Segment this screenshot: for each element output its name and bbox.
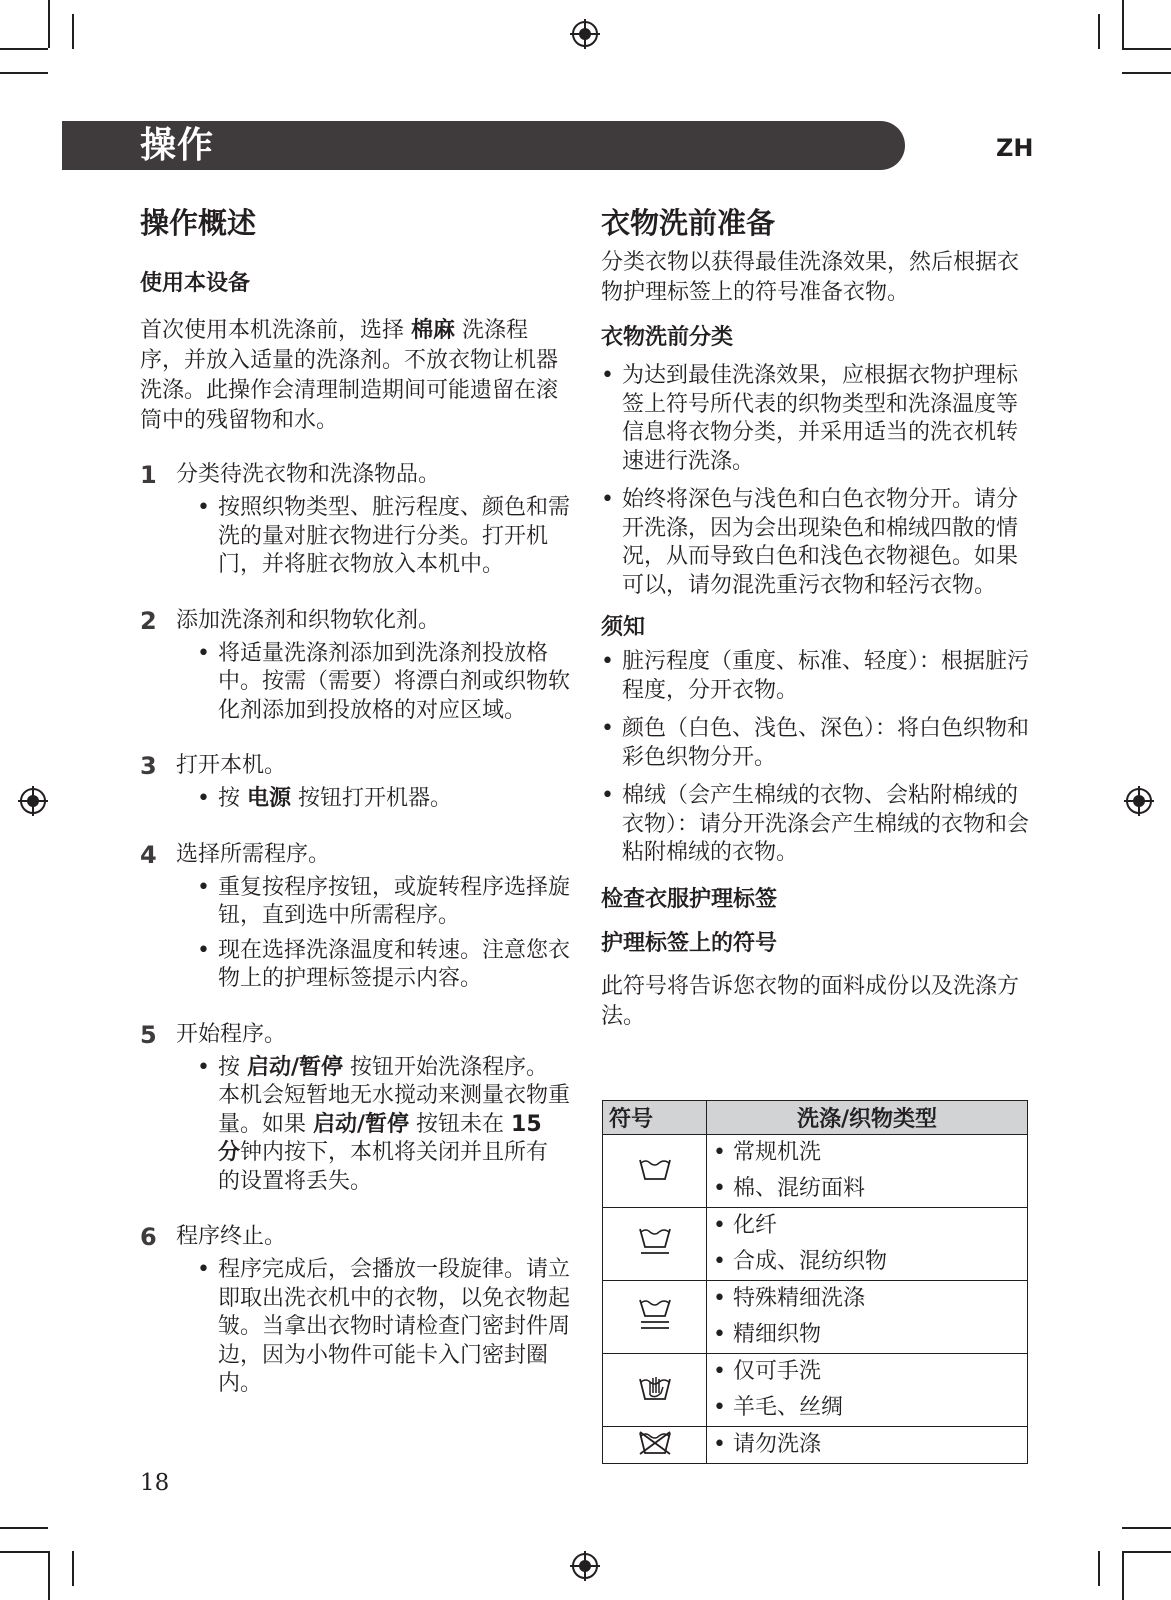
- section-title: 操作: [140, 125, 215, 166]
- subheading-check-care-label: 检查衣服护理标签: [601, 886, 778, 912]
- step-title: 添加洗涤剂和织物软化剂。: [176, 607, 441, 633]
- registration-mark-icon: [570, 19, 600, 49]
- step-6: [140, 1222, 570, 1399]
- step-title: 打开本机。: [176, 753, 287, 778]
- page-number: 18: [140, 1470, 170, 1496]
- step-bullet: • 重复按程序按钮，或旋转程序选择旋钮，直到选中所需程序。: [197, 874, 570, 931]
- wash-tub-icon: [637, 1155, 673, 1183]
- step-bullet: • 程序完成后，会播放一段旋律。请立即取出洗衣机中的衣物，以免衣物起皱。当拿出衣物时请检查门密封件周边，因为小物件可能卡入门密封圈内。: [197, 1256, 570, 1399]
- step-bullet: • 将适量洗涤剂添加到洗涤剂投放格中。按需（需要）将漂白剂或织物软化剂添加到投放格的对应区域。: [197, 640, 570, 726]
- left-column: [140, 200, 570, 1399]
- step-number: 3: [140, 752, 157, 780]
- step-4: [140, 840, 570, 994]
- crop-mark: [1122, 72, 1171, 74]
- crop-mark: [0, 1527, 48, 1529]
- symbol-cell: [603, 1208, 707, 1281]
- hand-wash-icon: [637, 1373, 673, 1403]
- notice-bullet: • 颜色（白色、浅色、深色）：将白色织物和彩色织物分开。: [601, 715, 1029, 772]
- sort-bullet: • 始终将深色与浅色和白色衣物分开。请分开洗涤，因为会出现染色和棉绒四散的情况，从而导致白色和浅色衣物褪色。如果可以，请勿混洗重污衣物和轻污衣物。: [601, 486, 1029, 600]
- crop-mark: [1122, 1551, 1171, 1553]
- step-bullet: • 按 电源 按钮打开机器。: [197, 785, 570, 814]
- column-header-wash-type: 洗涤/织物类型: [707, 1101, 1028, 1135]
- step-number: 2: [140, 606, 157, 635]
- wash-type-cell: • 仅可手洗 • 羊毛、丝绸: [707, 1354, 1028, 1427]
- wash-tub-two-bars-icon: [637, 1297, 673, 1333]
- step-number: 5: [140, 1020, 157, 1049]
- step-2: [140, 606, 570, 726]
- subheading-use-device: 使用本设备: [140, 271, 251, 296]
- step-number: 6: [140, 1223, 157, 1251]
- step-title: 选择所需程序。: [176, 841, 331, 867]
- registration-mark-icon: [1124, 786, 1154, 816]
- step-title: 开始程序。: [176, 1021, 287, 1047]
- wash-type-cell: • 请勿洗涤: [707, 1427, 1028, 1464]
- sort-bullet: • 为达到最佳洗涤效果，应根据衣物护理标签上符号所代表的织物类型和洗涤温度等信息将衣物分类，并采用适当的洗衣机转速进行洗涤。: [601, 362, 1029, 476]
- crop-mark: [1098, 1551, 1100, 1586]
- registration-mark-icon: [570, 1551, 600, 1581]
- step-number: 4: [140, 840, 157, 869]
- table-row: [603, 1354, 1028, 1427]
- table-row: [603, 1135, 1028, 1208]
- step-title: 程序终止。: [176, 1224, 287, 1249]
- subheading-care-label-symbols: 护理标签上的符号: [601, 930, 778, 956]
- crop-mark: [1122, 1527, 1171, 1529]
- prep-intro: 分类衣物以获得最佳洗涤效果，然后根据衣物护理标签上的符号准备衣物。: [601, 250, 1020, 305]
- column-header-symbol: 符号: [603, 1101, 707, 1135]
- intro-paragraph: 首次使用本机洗涤前，选择 棉麻 洗涤程序，并放入适量的洗涤剂。不放衣物让机器洗涤。此操作会清理制造期间可能遗留在滚筒中的残留物和水。: [140, 318, 559, 433]
- crop-mark: [72, 1551, 74, 1586]
- crop-mark: [0, 1551, 48, 1553]
- notice-bullet: • 脏污程度（重度、标准、轻度）：根据脏污程度，分开衣物。: [601, 648, 1029, 705]
- heading-laundry-preparation: 衣物洗前准备: [601, 206, 776, 240]
- crop-mark: [48, 1551, 50, 1600]
- wash-type-cell: • 化纤 • 合成、混纺织物: [707, 1208, 1028, 1281]
- step-number: 1: [140, 461, 157, 489]
- do-not-wash-icon: [637, 1430, 673, 1456]
- wash-tub-one-bar-icon: [637, 1226, 673, 1258]
- subheading-sort-laundry: 衣物洗前分类: [601, 325, 734, 350]
- symbol-cell: [603, 1135, 707, 1208]
- notice-bullet: • 棉绒（会产生棉绒的衣物、会粘附棉绒的衣物）：请分开洗涤会产生棉绒的衣物和会粘附棉绒的衣物。: [601, 782, 1029, 868]
- table-row: [603, 1427, 1028, 1464]
- step-bullet: • 按照织物类型、脏污程度、颜色和需洗的量对脏衣物进行分类。打开机门，并将脏衣物放入本机中。: [197, 494, 570, 580]
- crop-mark: [0, 48, 48, 50]
- crop-mark: [1122, 1551, 1124, 1600]
- crop-mark: [1122, 48, 1171, 50]
- table-header-row: [603, 1101, 1028, 1135]
- registration-mark-icon: [18, 786, 48, 816]
- symbol-cell: [603, 1354, 707, 1427]
- table-row: [603, 1281, 1028, 1354]
- crop-mark: [48, 0, 50, 48]
- care-symbol-table: [602, 1100, 1028, 1464]
- wash-type-cell: • 常规机洗 • 棉、混纺面料: [707, 1135, 1028, 1208]
- step-bullet: • 按 启动/暂停 按钮开始洗涤程序。本机会短暂地无水搅动来测量衣物重量。如果 启动/暂停 按钮未在 15 分钟内按下，本机将关闭并且所有的设置将丢失。: [197, 1054, 570, 1197]
- step-title: 分类待洗衣物和洗涤物品。: [176, 462, 441, 487]
- step-bullet: • 现在选择洗涤温度和转速。注意您衣物上的护理标签提示内容。: [197, 937, 570, 994]
- subheading-notice: 须知: [601, 615, 646, 640]
- language-code: ZH: [996, 134, 1034, 162]
- right-column: [601, 200, 1029, 1032]
- symbol-cell: [603, 1427, 707, 1464]
- step-1: [140, 460, 570, 580]
- table-row: [603, 1208, 1028, 1281]
- heading-operation-overview: 操作概述: [140, 206, 257, 240]
- symbol-cell: [603, 1281, 707, 1354]
- crop-mark: [1098, 14, 1100, 49]
- crop-mark: [0, 72, 48, 74]
- step-5: [140, 1020, 570, 1197]
- crop-mark: [72, 14, 74, 49]
- crop-mark: [1122, 0, 1124, 48]
- step-3: [140, 751, 570, 814]
- wash-type-cell: • 特殊精细洗涤 • 精细织物: [707, 1281, 1028, 1354]
- symbols-intro: 此符号将告诉您衣物的面料成份以及洗涤方法。: [601, 973, 1020, 1029]
